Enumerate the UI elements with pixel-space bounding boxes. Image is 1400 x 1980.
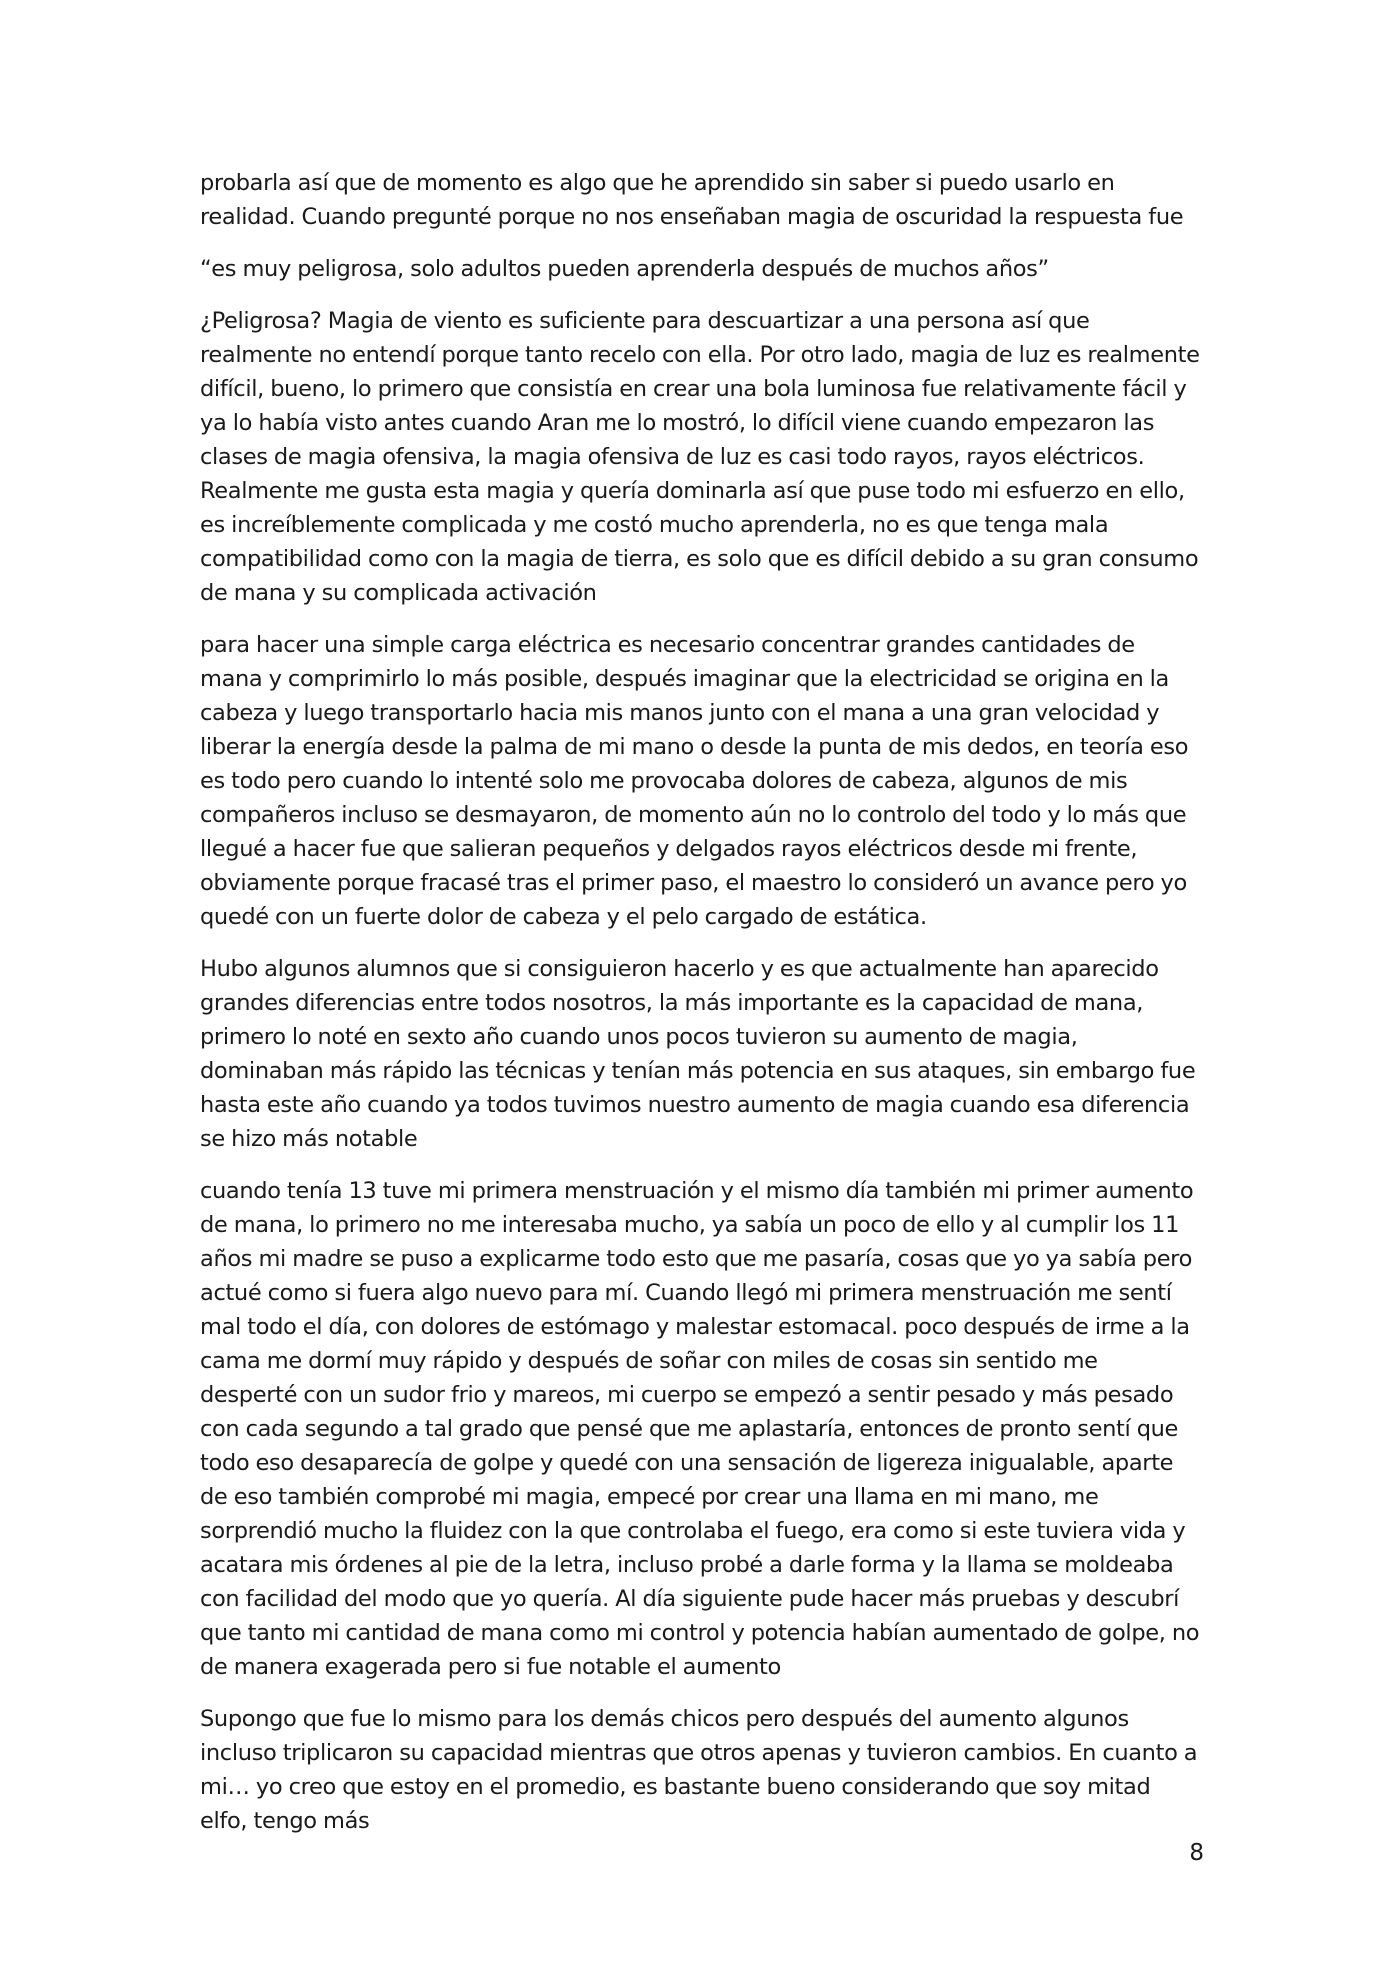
body-text [200, 166, 1200, 1856]
paragraph-3: ¿Peligrosa? Magia de viento es suficiente para descuartizar a una persona así que realmente no entendí porque tanto recelo con ella. Por otro lado, magia de luz es realmente difícil, bueno, lo primero que consistía en crear una bola luminosa fue relativamente fácil y ya lo había visto antes cuando Aran me lo mostró, lo difícil viene cuando empezaron las clases de magia ofensiva, la magia ofensiva de luz es casi todo rayos, rayos eléctricos. Realmente me gusta esta magia y quería dominarla así que puse todo mi esfuerzo en ello, es increíblemente complicada y me costó mucho aprenderla, no es que tenga mala compatibilidad como con la magia de tierra, es solo que es difícil debido a su gran consumo de mana y su complicada activación [200, 308, 1200, 606]
paragraph-7: Supongo que fue lo mismo para los demás chicos pero después del aumento algunos incluso triplicaron su capacidad mientras que otros apenas y tuvieron cambios. En cuanto a mi… yo creo que estoy en el promedio, es bastante bueno considerando que soy mitad elfo, tengo más [200, 1706, 1198, 1834]
paragraph-6: cuando tenía 13 tuve mi primera menstruación y el mismo día también mi primer aumento de mana, lo primero no me interesaba mucho, ya sabía un poco de ello y al cumplir los 11 años mi madre se puso a explicarme todo esto que me pasaría, cosas que yo ya sabía pero actué como si fuera algo nuevo para mí. Cuando llegó mi primera menstruación me sentí mal todo el día, con dolores de estómago y malestar estomacal. poco después de irme a la cama me dormí muy rápido y después de soñar con miles de cosas sin sentido me desperté con un sudor frio y mareos, mi cuerpo se empezó a sentir pesado y más pesado con cada segundo a tal grado que pensé que me aplastaría, entonces de pronto sentí que todo eso desaparecía de golpe y quedé con una sensación de ligereza inigualable, aparte de eso también comprobé mi magia, empecé por crear una llama en mi mano, me sorprendió mucho la fluidez con la que controlaba el fuego, era como si este tuviera vida y acatara mis órdenes al pie de la letra, incluso probé a darle forma y la llama se moldeaba con facilidad del modo que yo quería. Al día siguiente pude hacer más pruebas y descubrí que tanto mi cantidad de mana como mi control y potencia habían aumentado de golpe, no de manera exagerada pero si fue notable el aumento [200, 1178, 1200, 1680]
page-number: 8 [1189, 1840, 1204, 1866]
paragraph-1: probarla así que de momento es algo que he aprendido sin saber si puedo usarlo en realidad. Cuando pregunté porque no nos enseñaban magia de oscuridad la respuesta fue [200, 170, 1184, 230]
paragraph-4: para hacer una simple carga eléctrica es necesario concentrar grandes cantidades de mana y comprimirlo lo más posible, después imaginar que la electricidad se origina en la cabeza y luego transportarlo hacia mis manos junto con el mana a una gran velocidad y liberar la energía desde la palma de mi mano o desde la punta de mis dedos, en teoría eso es todo pero cuando lo intenté solo me provocaba dolores de cabeza, algunos de mis compañeros incluso se desmayaron, de momento aún no lo controlo del todo y lo más que llegué a hacer fue que salieran pequeños y delgados rayos eléctricos desde mi frente, obviamente porque fracasé tras el primer paso, el maestro lo consideró un avance pero yo quedé con un fuerte dolor de cabeza y el pelo cargado de estática. [200, 632, 1189, 930]
paragraph-5: Hubo algunos alumnos que si consiguieron hacerlo y es que actualmente han aparecido grandes diferencias entre todos nosotros, la más importante es la capacidad de mana, primero lo noté en sexto año cuando unos pocos tuvieron su aumento de magia, dominaban más rápido las técnicas y tenían más potencia en sus ataques, sin embargo fue hasta este año cuando ya todos tuvimos nuestro aumento de magia cuando esa diferencia se hizo más notable [200, 956, 1196, 1152]
paragraph-2: “es muy peligrosa, solo adultos pueden aprenderla después de muchos años” [200, 256, 1049, 282]
